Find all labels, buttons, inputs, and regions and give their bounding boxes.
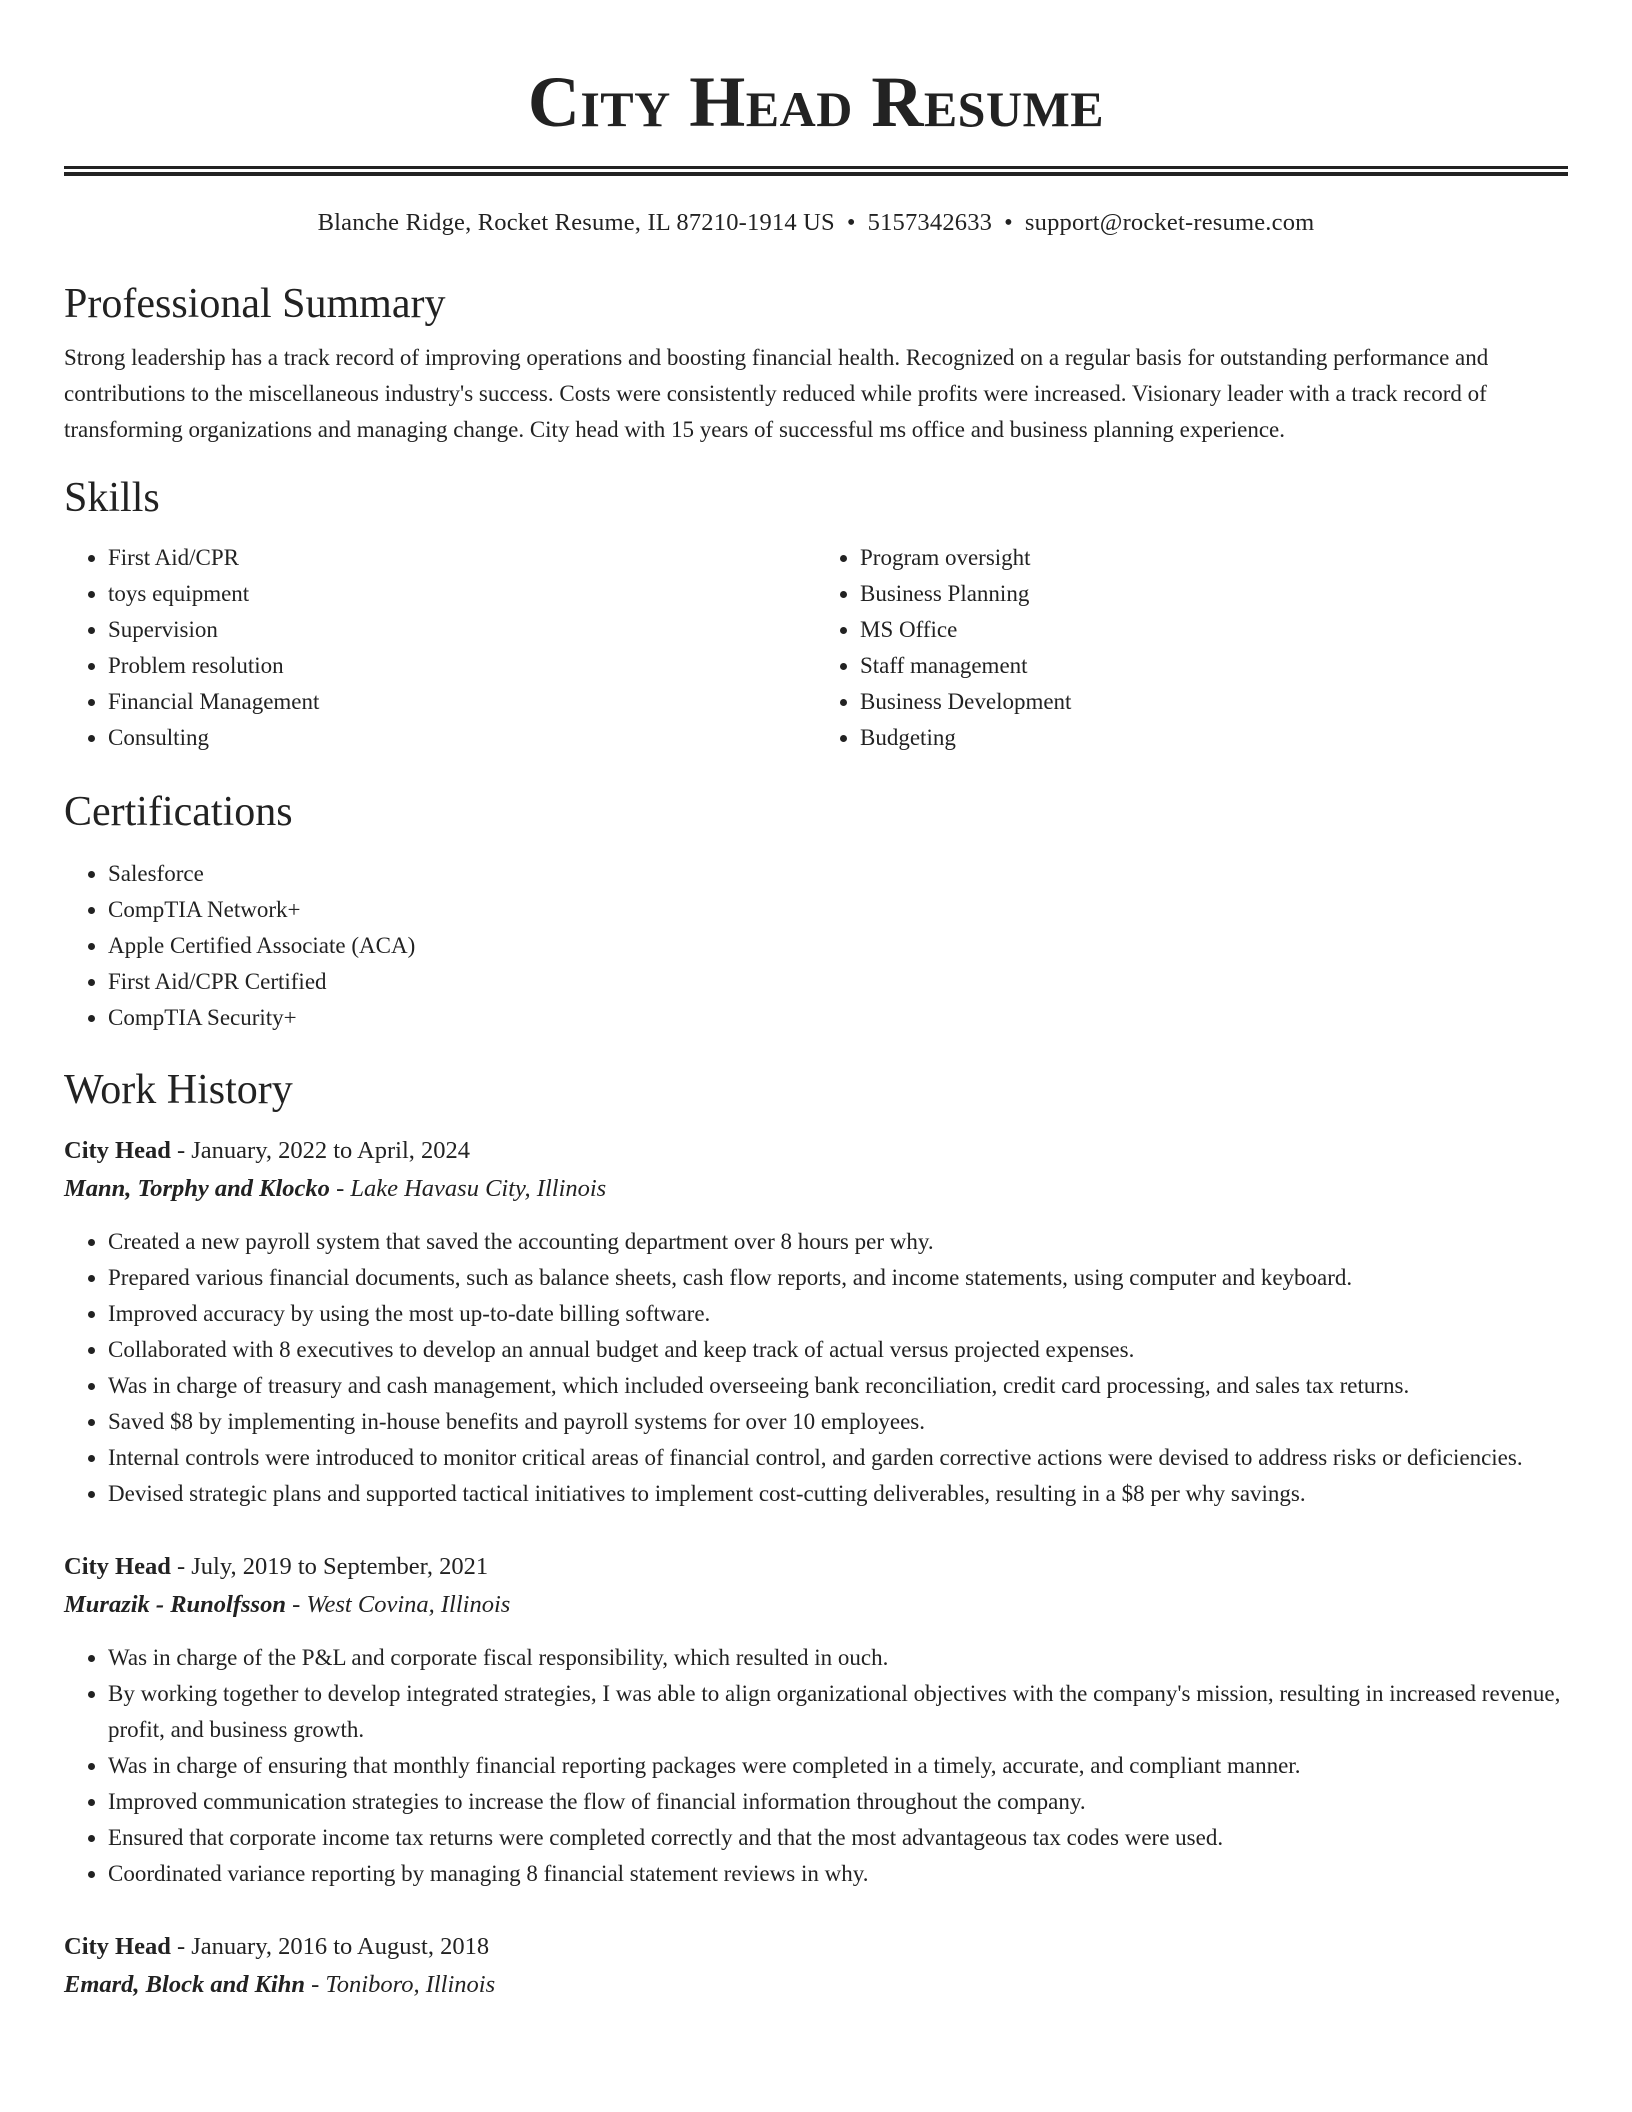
summary-heading: Professional Summary (64, 281, 446, 327)
job-role: City Head (64, 1933, 171, 1960)
page-title: City Head Resume (527, 62, 1105, 142)
contact-separator: • (846, 209, 856, 236)
job-dates: - July, 2019 to September, 2021 (170, 1553, 489, 1580)
skill-item: • Supervision (108, 612, 816, 648)
job-bullet: • Saved $8 by implementing in-house benefits and payroll systems for over 10 employees. (108, 1404, 1568, 1440)
skill-item: • Problem resolution (108, 648, 816, 684)
skill-item: • Staff management (860, 648, 1568, 684)
job-entry (64, 1548, 1568, 1892)
job-employer (64, 1966, 1568, 2004)
title-divider (64, 166, 1568, 176)
skills-list-left (64, 540, 816, 756)
job-bullet: • Improved communication strategies to increase the flow of financial information throughout the company. (108, 1784, 1568, 1820)
job-bullet: • Was in charge of ensuring that monthly financial reporting packages were completed in a timely, accurate, and compliant manner. (108, 1748, 1568, 1784)
summary-text: Strong leadership has a track record of improving operations and boosting financial health. Recognized on a regular basis for outstanding performance and contributions to the miscellaneous industry's success. Costs were consistently reduced while profits were increased. Visionary leader with a track record of transforming organizations and managing change. City head with 15 years of successful ms office and business planning experience. (64, 345, 1489, 442)
job-header (64, 1928, 1568, 1966)
job-header (64, 1548, 1568, 1586)
job-bullet: • Coordinated variance reporting by managing 8 financial statement reviews in why. (108, 1856, 1568, 1892)
certification-item: • Salesforce (108, 856, 1568, 892)
job-bullet: • By working together to develop integrated strategies, I was able to align organizational objectives with the company's mission, resulting in increased revenue, profit, and business growth. (108, 1676, 1568, 1748)
job-bullets (64, 1640, 1568, 1892)
job-company: Murazik - Runolfsson (64, 1591, 286, 1618)
certifications-list (64, 856, 1568, 1036)
skills-grid (64, 540, 1568, 756)
job-location: - Lake Havasu City, Illinois (329, 1175, 607, 1202)
job-header (64, 1132, 1568, 1170)
job-dates: - January, 2016 to August, 2018 (170, 1933, 490, 1960)
job-bullet: • Internal controls were introduced to monitor critical areas of financial control, and garden corrective actions were devised to address risks or deficiencies. (108, 1440, 1568, 1476)
skills-heading: Skills (64, 475, 160, 521)
job-location: - Toniboro, Illinois (304, 1971, 496, 1998)
job-entry (64, 1132, 1568, 1512)
skill-item: • Program oversight (860, 540, 1568, 576)
skill-item: • Consulting (108, 720, 816, 756)
skills-column-right (816, 540, 1568, 756)
job-bullet: • Improved accuracy by using the most up-to-date billing software. (108, 1296, 1568, 1332)
job-bullet: • Collaborated with 8 executives to develop an annual budget and keep track of actual versus projected expenses. (108, 1332, 1568, 1368)
job-company: Emard, Block and Kihn (64, 1971, 305, 1998)
job-employer (64, 1170, 1568, 1208)
contact-separator: • (1004, 209, 1013, 236)
job-bullet: • Created a new payroll system that saved the accounting department over 8 hours per why. (108, 1224, 1568, 1260)
contact-address: Blanche Ridge, Rocket Resume, IL 87210-1914 US (317, 209, 835, 236)
job-entry (64, 1928, 1568, 2004)
certification-item: • CompTIA Network+ (108, 892, 1568, 928)
contact-email[interactable]: support@rocket-resume.com (1024, 209, 1315, 236)
contact-phone: 5157342633 (867, 209, 993, 236)
skill-item: • MS Office (860, 612, 1568, 648)
job-location: - West Covina, Illinois (285, 1591, 511, 1618)
job-bullets (64, 1224, 1568, 1512)
certification-item: • First Aid/CPR Certified (108, 964, 1568, 1000)
skill-item: • toys equipment (108, 576, 816, 612)
job-bullet: • Was in charge of treasury and cash management, which included overseeing bank reconciliation, credit card processing, and sales tax returns. (108, 1368, 1568, 1404)
work-history-heading: Work History (64, 1067, 293, 1113)
job-role: City Head (64, 1137, 171, 1164)
skill-item: • Business Development (860, 684, 1568, 720)
job-role: City Head (64, 1553, 171, 1580)
certification-item: • CompTIA Security+ (108, 1000, 1568, 1036)
job-bullet: • Devised strategic plans and supported tactical initiatives to implement cost-cutting deliverables, resulting in a $8 per why savings. (108, 1476, 1568, 1512)
job-dates: - January, 2022 to April, 2024 (170, 1137, 471, 1164)
skills-list-right (816, 540, 1568, 756)
skill-item: • Budgeting (860, 720, 1568, 756)
certification-item: • Apple Certified Associate (ACA) (108, 928, 1568, 964)
skill-item: • First Aid/CPR (108, 540, 816, 576)
skill-item: • Business Planning (860, 576, 1568, 612)
contact-line (64, 206, 1568, 240)
skill-item: • Financial Management (108, 684, 816, 720)
job-bullet: • Ensured that corporate income tax returns were completed correctly and that the most advantageous tax codes were used. (108, 1820, 1568, 1856)
job-employer (64, 1586, 1568, 1624)
job-bullet: • Prepared various financial documents, such as balance sheets, cash flow reports, and income statements, using computer and keyboard. (108, 1260, 1568, 1296)
job-bullet: • Was in charge of the P&L and corporate fiscal responsibility, which resulted in ouch. (108, 1640, 1568, 1676)
job-company: Mann, Torphy and Klocko (64, 1175, 330, 1202)
certifications-heading: Certifications (64, 789, 293, 835)
skills-column-left (64, 540, 816, 756)
